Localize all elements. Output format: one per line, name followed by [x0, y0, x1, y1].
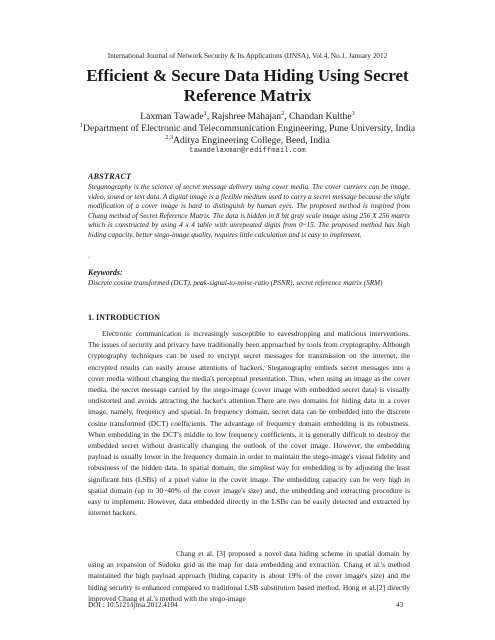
section-heading: 1. INTRODUCTION [88, 313, 161, 322]
abstract-heading: ABSTRACT [88, 172, 132, 181]
doi-footer: DOI : 10.5121/ijnsa.2012.4104 [88, 601, 178, 609]
abstract-text: Steganography is the science of secret message delivery using cover media. The cover carriers can be image, video, sound or text data. A digital image is a flexible medium used to carry a secret message because the slight modification of a cover image is hard to distinguish by human eyes. The proposed method is inspired from Chang method of Secret Reference Matrix. The data is hidden in 8 bit gray scale image using 256 X 256 matrix which is constructed by using 4 x 4 table with unrepeated digits from 0~15. The proposed method has high hiding capacity, better stego-image quality, requires little calculation and is easy to implement. [88, 183, 410, 239]
affiliation [0, 135, 495, 146]
affiliation-sup: 1 [79, 121, 84, 129]
author-name: Laxman Tawade [140, 111, 204, 122]
affiliation-text: Department of Electronic and Telecommunication Engineering, Pune University, India [83, 123, 416, 134]
abstract-dot: . [88, 252, 90, 260]
journal-header: International Journal of Network Security & Its Applications (IJNSA), Vol.4, No.1, January 2012 [107, 52, 388, 60]
affiliation-text: Aditya Engineering College, Beed, India [173, 135, 330, 146]
author-sup: 3 [351, 109, 355, 117]
intro-paragraph-2: Chang et al. [3] proposed a novel data hiding scheme in spatial domain by using an expansion of Sudoku grid as the map for data embedding and extraction. Chang et al.'s method maintained the high payload approach (hiding capacity is about 19% of the cover image's size) and the hiding security is enhanced compared to traditional LSB substitution based method. Hong et al.[2] directly improved Chang et al.'s method with the stego-image [88, 549, 410, 603]
author-sup: 1 [203, 109, 207, 117]
intro-paragraph-1: Electronic communication is increasingly susceptible to eavesdropping and malicious interventions. The issues of security and privacy have traditionally been approached by tools from cryptography. Although cryptography techniques can be used to encrypt secret messages for transmission on the internet, the encrypted results can easily arouse attentions of hackers. Steganography embeds secret messages into a cover media without changing the media's perceptual presentation. Thus, when using an image as the cover media, the secret message carried by the stego-image (cover image with embedded secret data) is visually undistorted and avoids attracting the hacker's attention.There are two domains for hiding data in a cover image, namely, frequency and spatial. In frequency domain, secret data can be embedded into the discrete cosine transformed (DCT) coefficients. The advantage of frequency domain embedding is its robustness. When embedding in the DCT's middle to low frequency coefficients, it is generally difficult to destroy the embedded secret without drastically changing the outlook of the cover image. However, the embedding payload is usually lower in the frequency domain in order to maintain the stego-image's visual fidelity and robustness of the hidden data. In spatial domain, the simplest way for embedding is by adjusting the least significant bits (LSBs) of a pixel value in the cover image. The embedding capacity can be very high in spatial domain (up to 30~40% of the cover image's size) and, the embedding and extracting procedure is easy to implement. However, data embedded directly in the LSBs can be easily detected and extracted by internet hackers. [88, 329, 410, 518]
author-line: Laxman Tawade$^1$, Rajshree Mahajan$^2$, Chandan Kulthe$^3$ [140, 109, 355, 122]
page-number: 43 [396, 601, 404, 609]
author-email: tawadelaxman@rediffmail.com [189, 147, 306, 155]
keywords-text: Discrete cosine transformed (DCT), peak-signal-to-noise-ratio (PSNR), secret reference matrix (SRM) [88, 279, 383, 287]
keywords-heading: Keywords: [88, 268, 123, 277]
paper-title: Efficient & Secure Data Hiding Using Secret Reference Matrix [86, 66, 409, 105]
author-name: Rajshree Mahajan [211, 111, 282, 122]
affiliation [0, 123, 495, 134]
author-name: Chandan Kulthe [288, 111, 352, 122]
affiliation-sup: 2,3 [165, 133, 174, 141]
author-sup: 2 [281, 109, 285, 117]
